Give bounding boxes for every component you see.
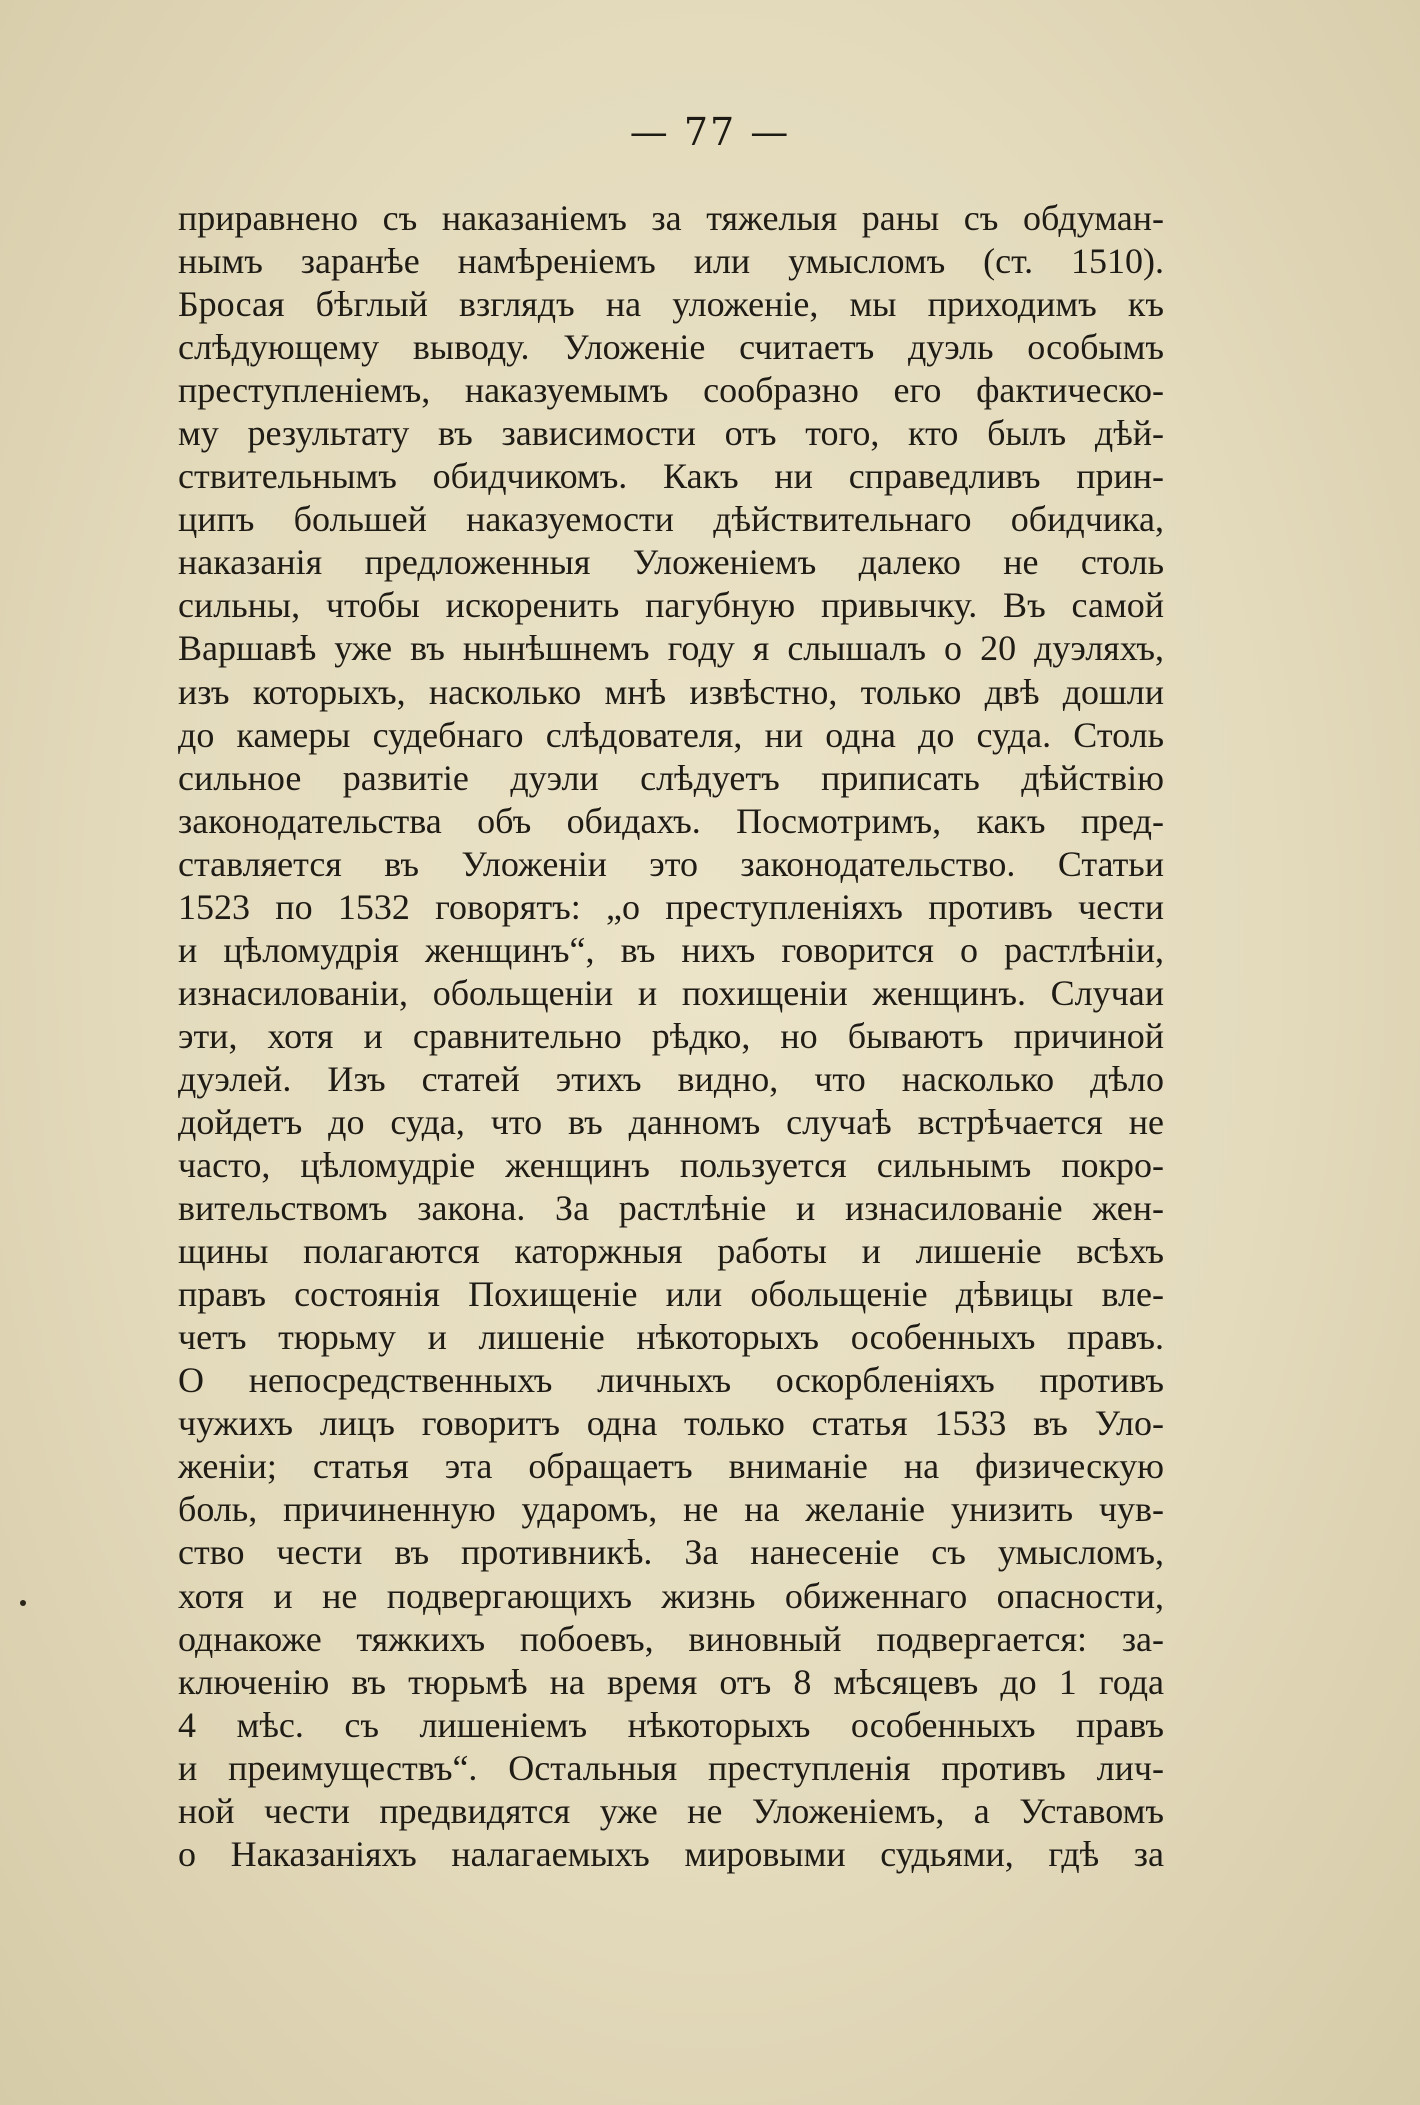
text-line: 4 мѣс. съ лишеніемъ нѣкоторыхъ особенныхъ правъ [178, 1704, 1164, 1745]
text-line: ключенію въ тюрьмѣ на время отъ 8 мѣсяцевъ до 1 года [178, 1661, 1164, 1702]
text-line: ство чести въ противникѣ. За нанесеніе съ умысломъ, [178, 1532, 1164, 1573]
text-line: ствительнымъ обидчикомъ. Какъ ни справедливъ прин- [178, 456, 1164, 497]
text-line: четъ тюрьму и лишеніе нѣкоторыхъ особенныхъ правъ. [178, 1317, 1164, 1358]
text-line: и преимуществъ“. Остальныя преступленія противъ лич- [178, 1747, 1164, 1788]
text-line: до камеры судебнаго слѣдователя, ни одна до суда. Столь [178, 714, 1164, 755]
ink-speck [20, 1600, 26, 1606]
text-line: о Наказаніяхъ налагаемыхъ мировыми судьями, гдѣ за [178, 1833, 1164, 1874]
text-line: дуэлей. Изъ статей этихъ видно, что насколько дѣло [178, 1058, 1164, 1099]
text-line: нымъ заранѣе намѣреніемъ или умысломъ (ст. 1510). [178, 241, 1164, 282]
text-line: дойдетъ до суда, что въ данномъ случаѣ встрѣчается не [178, 1101, 1164, 1142]
text-line: сильное развитіе дуэли слѣдуетъ приписать дѣйствію [178, 757, 1164, 798]
text-line: наказанія предложенныя Уложеніемъ далеко не столь [178, 542, 1164, 583]
text-line: му результату въ зависимости отъ того, кто былъ дѣй- [178, 413, 1164, 454]
text-line: ной чести предвидятся уже не Уложеніемъ, а Уставомъ [178, 1790, 1164, 1831]
text-line: Варшавѣ уже въ нынѣшнемъ году я слышалъ о 20 дуэляхъ, [178, 628, 1164, 669]
text-line: изнасилованіи, обольщеніи и похищеніи женщинъ. Случаи [178, 972, 1164, 1013]
text-line: законодательства объ обидахъ. Посмотримъ, какъ пред- [178, 800, 1164, 841]
text-line: приравнено съ наказаніемъ за тяжелыя раны съ обдуман- [178, 198, 1164, 238]
text-line: вительствомъ закона. За растлѣніе и изнасилованіе жен- [178, 1188, 1164, 1229]
text-line: сильны, чтобы искоренить пагубную привычку. Въ самой [178, 585, 1164, 626]
text-line: щины полагаются каторжныя работы и лишеніе всѣхъ [178, 1231, 1164, 1272]
text-line: ставляется въ Уложеніи это законодательство. Статьи [178, 843, 1164, 884]
text-line: слѣдующему выводу. Уложеніе считаетъ дуэль особымъ [178, 327, 1164, 368]
text-line: часто, цѣломудріе женщинъ пользуется сильнымъ покро- [178, 1145, 1164, 1186]
text-line: эти, хотя и сравнительно рѣдко, но бываютъ причиной [178, 1015, 1164, 1056]
text-line: правъ состоянія Похищеніе или обольщеніе дѣвицы вле- [178, 1274, 1164, 1315]
text-line: боль, причиненную ударомъ, не на желаніе унизить чув- [178, 1489, 1164, 1530]
text-line: О непосредственныхъ личныхъ оскорбленіяхъ противъ [178, 1360, 1164, 1401]
text-line: Бросая бѣглый взглядъ на уложеніе, мы приходимъ къ [178, 284, 1164, 325]
text-line: чужихъ лицъ говоритъ одна только статья 1533 въ Уло- [178, 1403, 1164, 1444]
text-line: преступленіемъ, наказуемымъ сообразно его фактическо- [178, 370, 1164, 411]
text-line: 1523 по 1532 говорятъ: „о преступленіяхъ противъ чести [178, 886, 1164, 927]
page-number: — 77 — [629, 110, 791, 154]
text-line: женіи; статья эта обращаетъ вниманіе на физическую [178, 1446, 1164, 1487]
body-text [178, 197, 1164, 1876]
text-line: и цѣломудрія женщинъ“, въ нихъ говорится о растлѣніи, [178, 929, 1164, 970]
text-line: ципъ большей наказуемости дѣйствительнаго обидчика, [178, 499, 1164, 540]
text-line: изъ которыхъ, насколько мнѣ извѣстно, только двѣ дошли [178, 671, 1164, 712]
text-line: хотя и не подвергающихъ жизнь обиженнаго опасности, [178, 1575, 1164, 1616]
text-line: однакоже тяжкихъ побоевъ, виновный подвергается: за- [178, 1618, 1164, 1659]
